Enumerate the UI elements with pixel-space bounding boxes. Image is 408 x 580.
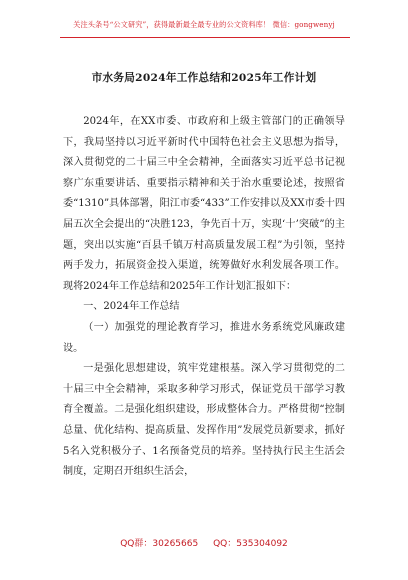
footer-contact (0, 536, 408, 549)
paragraph-intro: 2024年，在XX市委、市政府和上级主管部门的正确领导下，我局坚持以习近平新时代中国特色社会主义思想为指导，深入贯彻党的二十届三中全会精神，全面落实习近平总书记视察广东重要讲话、重要指示精神和关于治水重要论述，按照省委“1310”具体部署，阳江市委“433”工作安排以及XX市委十四届五次全会提出的“决胜123，争先百十万，实现‘十’突破”的主题，突出以实施“百县千镇万村高质量发展工程”为引领，坚持两手发力，拓展资金投入渠道，统筹做好水利发展各项工作。现将2024年工作总结和2025年工作计划汇报如下： (63, 116, 345, 292)
document-body (63, 112, 345, 483)
header-note: 关注头条号“公文研究”，获得最新最全最专业的公文资料库！ 微信：gongwenyj (73, 20, 335, 29)
document-title: 市水务局2024年工作总结和2025年工作计划 (91, 72, 317, 84)
footer-qq-group: QQ群：30265665 (120, 539, 199, 549)
footer-qq: QQ：535304092 (213, 539, 288, 549)
subsection-heading: （一）加强党的理论教育学习，推进水务系统党风廉政建设。 (63, 321, 345, 354)
section-heading: 一、2024年工作总结 (83, 301, 180, 313)
paragraph-party-building: 一是强化思想建设，筑牢党建根基。深入学习贯彻党的二十届三中全会精神，采取多种学习形式，保证党员干部学习教育全覆盖。二是强化组织建设，形成整体合力。严格贯彻“控制总量、优化结构、提高质量、发挥作用”发展党员新要求，抓好5名入党积极分子、1名预备党员的培养。坚持执行民主生活会制度，定期召开组织生活会， (63, 363, 345, 478)
header-divider (60, 37, 350, 38)
